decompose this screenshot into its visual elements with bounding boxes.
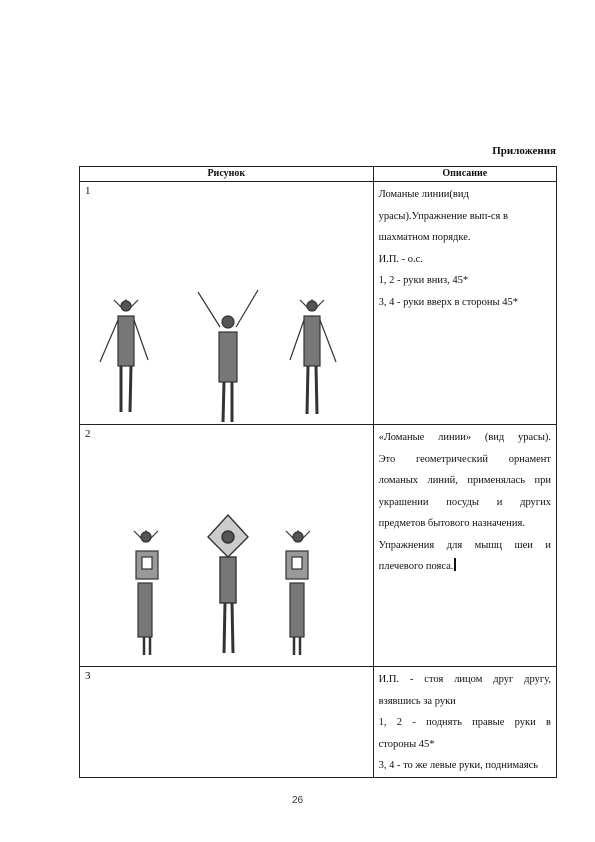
description-line: взявшись за руки <box>378 695 456 707</box>
description-line: Это геометрический орнамент <box>378 453 551 465</box>
row-number: 3 <box>85 670 91 682</box>
description-line: И.П. - стоя лицом друг другу, <box>378 674 551 685</box>
description-cell <box>373 667 556 778</box>
header-figure: Рисунок <box>80 167 374 182</box>
description-line: ломаных линий, применялась при <box>378 475 551 486</box>
figure-cell <box>80 667 374 778</box>
dancer-figure <box>134 531 158 655</box>
row-number: 1 <box>85 185 91 197</box>
dancer-figure <box>100 300 148 412</box>
dancer-figure <box>290 300 336 414</box>
description-line: урасы).Упражнение вып-ся в <box>378 210 508 222</box>
description-line: 3, 4 - то же левые руки, поднимаясь <box>378 760 539 771</box>
figure-cell <box>80 425 374 667</box>
description-line: украшении посуды и других <box>378 496 551 508</box>
description-cell <box>373 182 556 425</box>
figure-2-drawing <box>80 425 373 664</box>
dancer-figure <box>208 515 248 653</box>
row-number: 2 <box>85 428 91 440</box>
header-description: Описание <box>373 167 556 182</box>
table-row <box>80 667 557 778</box>
description-line <box>379 556 551 578</box>
description-line: 1, 2 - поднять правые руки в <box>378 717 551 728</box>
dancer-figure <box>198 290 258 422</box>
description-line: шахматном порядке. <box>378 232 471 243</box>
description-line: Ломаные линии(вид <box>378 189 469 200</box>
description-line: стороны 45* <box>378 738 435 750</box>
appendix-title: Приложения <box>492 145 556 157</box>
table-row <box>80 182 557 425</box>
figure-cell <box>80 182 374 425</box>
description-line-text: плечевого пояса. <box>378 561 454 572</box>
table-header-row <box>80 167 557 182</box>
description-line: 3, 4 - руки вверх в стороны 45* <box>378 296 518 308</box>
description-line: предметов бытового назначения. <box>378 518 526 529</box>
description-line: И.П. - о.с. <box>378 253 423 265</box>
description-line: 1, 2 - руки вниз, 45* <box>378 275 469 286</box>
figure-1-drawing <box>80 182 373 422</box>
table-row <box>80 425 557 667</box>
page-number: 26 <box>291 795 304 806</box>
description-line: Упражнения для мышц шеи и <box>378 539 551 551</box>
description-cell <box>373 425 556 667</box>
description-line: «Ломаные линии» (вид урасы). <box>378 432 551 443</box>
text-cursor <box>454 558 456 571</box>
dancer-figure <box>286 531 310 655</box>
exercise-table <box>79 166 557 778</box>
